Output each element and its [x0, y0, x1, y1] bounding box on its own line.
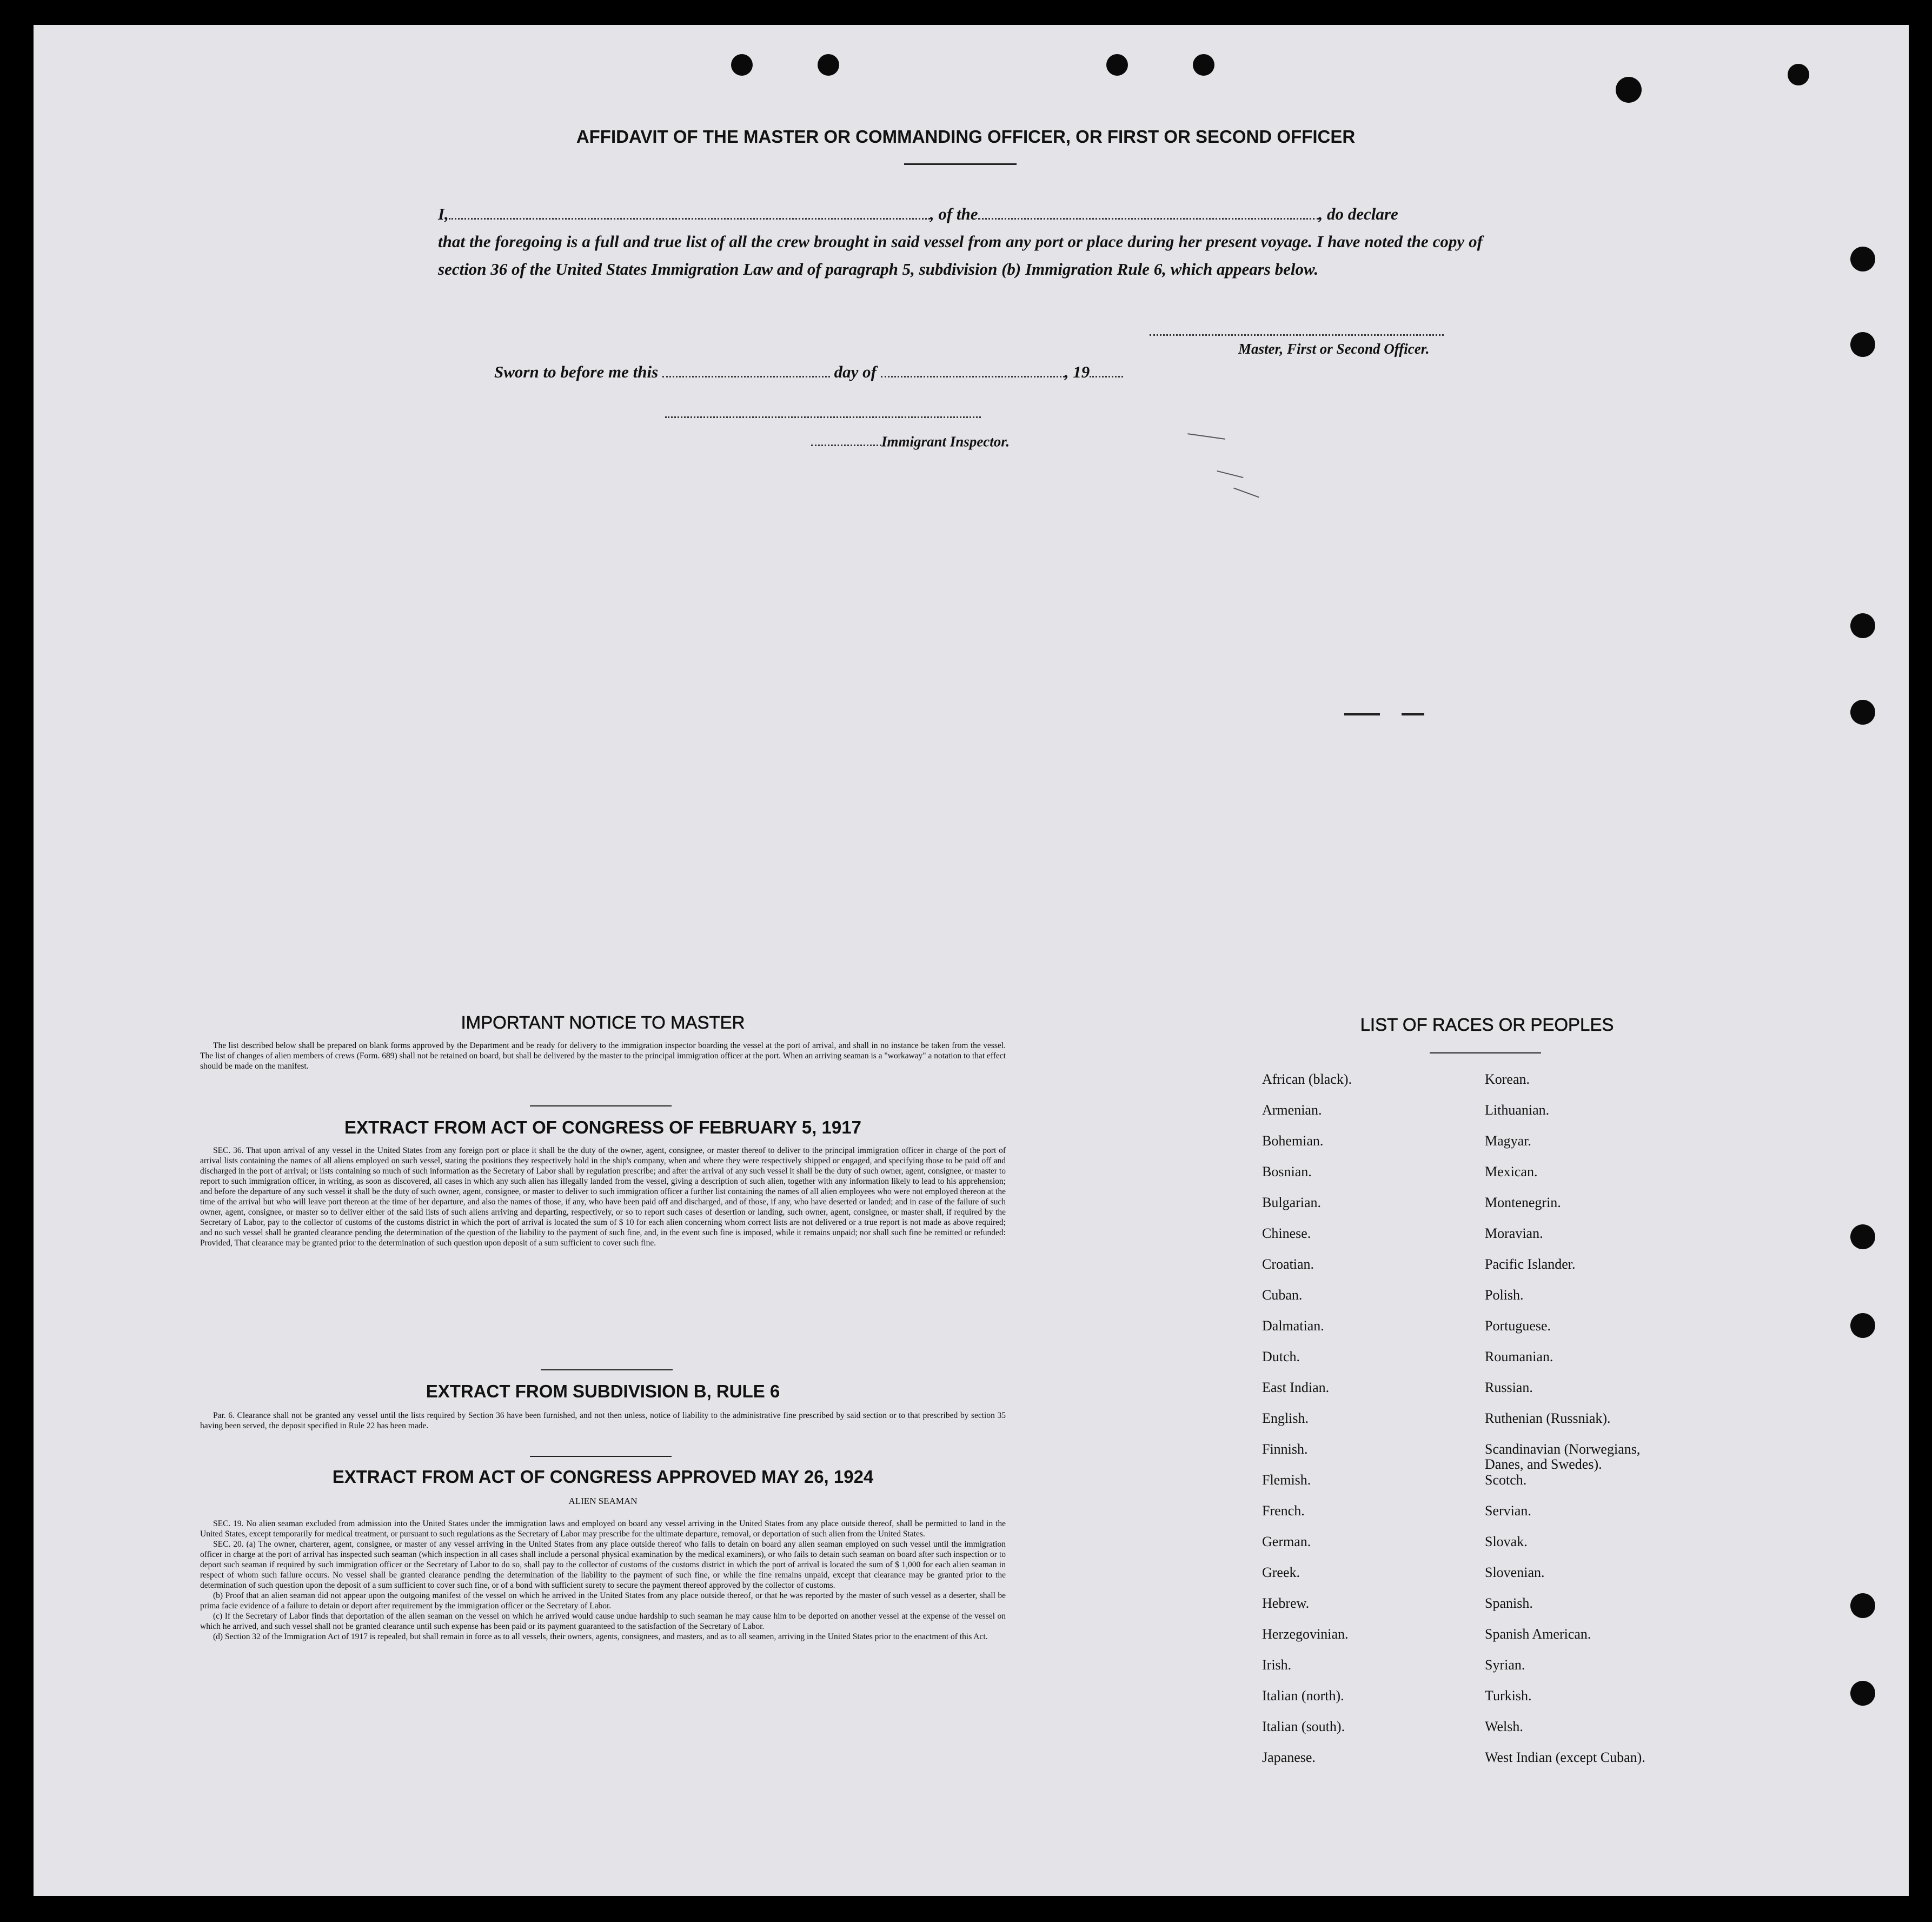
section-36-paragraph: SEC. 36. That upon arrival of any vessel in the United States from any foreign port or place it shall be the duty of the owner, agent, consignee, or master thereof to deliver to the principal immigration officer in charge of the port of arrival lists containing the names of all aliens employed on such vessel, stating the positions they respectively hold in the ship's company, when and where they were respectively shipped or engaged, and specifying those to be paid off and discharged in the port of arrival; or lists containing so much of such information as the Secretary of Labor shall by regulation prescribe; and after the arrival of any such vessel it shall be the duty of such owner, agent, consignee, or master to report to such immigration officer, in writing, as soon as discovered, all cases in which any such alien has illegally landed from the vessel, giving a description of such alien, together with any information likely to lead to his apprehension; and before the departure of any such vessel it shall be the duty of such owner, agent, consignee, or master to deliver to such immigration officer a further list containing the names of all alien employees who were not employed thereon at the time of the arrival but who will leave port thereon at the time of her departure, and also the names of those, if any, who have been paid off and discharged, and of those, if any, who have deserted or landed; and in case of the failure of such owner, agent, consignee, or master so to deliver either of the said lists of such aliens arriving and departing, respectively, or so to report such cases of desertion or landing, such owner, agent, consignee, or master shall, if required by the Secretary of Labor, pay to the collector of customs of the customs district in which the port of arrival is located the sum of $ 10 for each alien concerning whom correct lists are not delivered or a true report is not made as above required; and no such vessel shall be granted clearance pending the determination of the question of the liability to the payment of such fine, and, in the event such fine is imposed, while it remains unpaid; nor shall such fine be remitted or refunded: Provided, That clearance may be granted prior to the determination of such question upon deposit of a sum sufficient to cover such fine. [200, 1146, 1006, 1248]
section-divider [530, 1105, 672, 1106]
inspector-name-field[interactable] [811, 432, 881, 446]
race-list-item: Dalmatian. [1262, 1318, 1324, 1334]
race-list-item: Lithuanian. [1485, 1102, 1550, 1118]
alien-seaman-subtitle: ALIEN SEAMAN [568, 1496, 638, 1506]
race-list-item: German. [1262, 1534, 1311, 1549]
races-right-column [1485, 1072, 1712, 1781]
race-list-item: Armenian. [1262, 1102, 1322, 1118]
punch-hole [1850, 1681, 1875, 1706]
sworn-month-field[interactable] [881, 361, 1065, 377]
year-prefix-label: , 19 [1064, 362, 1090, 381]
vessel-name-field[interactable] [978, 203, 1319, 220]
race-list-item: Korean. [1485, 1071, 1530, 1087]
sworn-year-field[interactable] [1090, 361, 1123, 377]
punch-hole [1850, 613, 1875, 638]
extract-rule6-title: EXTRACT FROM SUBDIVISION B, RULE 6 [426, 1381, 780, 1401]
section-divider [530, 1456, 672, 1457]
race-list-item: Bohemian. [1262, 1133, 1324, 1149]
race-list-item: Ruthenian (Russniak). [1485, 1410, 1611, 1426]
race-list-item: Slovenian. [1485, 1565, 1545, 1580]
stray-mark [1344, 713, 1380, 715]
par-6-paragraph: Par. 6. Clearance shall not be granted any vessel until the lists required by Section 36 have been furnished, and not then unless, notice of liability to the administrative fine prescribed by said section or to that prescribed by section 35 having been served, the deposit specified in Rule 22 has been made. [200, 1411, 1006, 1430]
sec-20a-paragraph: SEC. 20. (a) The owner, charterer, agent, consignee, or master of any vessel arriving in the United States from any place outside thereof who fails to detain on board any alien seaman employed on such vessel until the immigration officer in charge at the port of arrival has inspected such seaman (which inspection in all cases shall include a personal physical examination by the medical examiners), or who fails to detain such seaman on board after such inspection or to deport such seaman if required by such immigration officer or the Secretary of Labor to do so, shall pay to the collector of customs of the customs district in which the port of arrival is located the sum of $ 1,000 for each alien seaman in respect of whom such failure occurs. No vessel shall be granted clearance pending the determination of the liability to the payment of such fine, or while the fine remains unpaid, except that clearance may be granted prior to the determination of such question upon the deposit of a sum sufficient to cover such fine, or of a bond with sufficient surety to secure the payment thereof approved by the collector of customs. [200, 1540, 1006, 1590]
race-list-item: Flemish. [1262, 1472, 1311, 1488]
race-list-item: Servian. [1485, 1503, 1531, 1519]
punch-hole [731, 54, 753, 76]
do-declare-label: , do declare [1318, 204, 1398, 223]
punch-hole [1788, 64, 1809, 85]
race-list-item: Cuban. [1262, 1287, 1303, 1303]
races-left-column [1262, 1072, 1468, 1781]
sec-20c-paragraph: (c) If the Secretary of Labor finds that deportation of the alien seaman on the vessel on which he arrived would cause undue hardship to such seaman he may cause him to be deported on another vessel at the expense of the vessel on which he arrived, and such vessel shall not be granted clearance until such expense has been paid or its payment guaranteed to the satisfaction of the Secretary of Labor. [200, 1612, 1006, 1631]
punch-hole [1850, 700, 1875, 725]
declarant-name-field[interactable] [449, 203, 930, 220]
race-list-item: Greek. [1262, 1565, 1300, 1580]
race-list-item: Mexican. [1485, 1164, 1538, 1179]
race-list-item: Finnish. [1262, 1441, 1308, 1457]
punch-hole [1850, 1593, 1875, 1618]
race-list-item: Syrian. [1485, 1657, 1525, 1673]
inspector-signature-field[interactable] [665, 409, 981, 418]
sworn-prefix: Sworn to before me this [494, 362, 659, 381]
sec-20b-paragraph: (b) Proof that an alien seaman did not appear upon the outgoing manifest of the vessel on which he arrived in the United States from any place outside thereof, or that he was reported by the master of such vessel as a deserter, shall be prima facie evidence of a failure to detain or deport after requirement by the immigration officer or the Secretary of Labor. [200, 1591, 1006, 1610]
punch-hole [1850, 332, 1875, 357]
race-list-item: Hebrew. [1262, 1595, 1310, 1611]
race-list-item: East Indian. [1262, 1380, 1330, 1395]
race-list-item: Japanese. [1262, 1749, 1316, 1765]
officer-signature-field[interactable] [1150, 327, 1444, 336]
notice-paragraph: The list described below shall be prepared on blank forms approved by the Department and be ready for delivery to the immigration inspector boarding the vessel at the port of arrival, and shall in no instance be taken from the vessel. The list of changes of alien members of crews (Form. 689) shall not be retained on board, but shall be delivered by the master to the principal immigration officer at the port. When an arriving seaman is a "workaway" a notation to that effect should be made on the manifest. [200, 1041, 1006, 1071]
punch-hole [1850, 1224, 1875, 1249]
sec-19-paragraph: SEC. 19. No alien seaman excluded from admission into the United States under the immigration laws and employed on board any vessel arriving in the United States from any place outside thereof, shall be permitted to land in the United States, except temporarily for medical treatment, or pursuant to such regulations as the Secretary of Labor may prescribe for the ultimate departure, removal, or deportation of such alien from the United States. [200, 1519, 1006, 1539]
race-list-item: Italian (south). [1262, 1719, 1345, 1734]
race-list-item: Bosnian. [1262, 1164, 1312, 1179]
extract-1924-text [200, 1519, 1006, 1642]
race-list-item: Spanish. [1485, 1595, 1533, 1611]
race-list-item: Russian. [1485, 1380, 1533, 1395]
punch-hole [1850, 1313, 1875, 1338]
race-list-item: Moravian. [1485, 1225, 1543, 1241]
race-list-item: Spanish American. [1485, 1626, 1591, 1642]
extract-1917-title: EXTRACT FROM ACT OF CONGRESS OF FEBRUARY 5, 1917 [344, 1117, 861, 1137]
race-list-item: Irish. [1262, 1657, 1292, 1673]
race-list-item: Magyar. [1485, 1133, 1531, 1149]
race-list-item: English. [1262, 1410, 1309, 1426]
races-title: LIST OF RACES OR PEOPLES [1360, 1015, 1614, 1035]
race-list-item: West Indian (except Cuban). [1485, 1749, 1645, 1765]
affidavit-body: that the foregoing is a full and true list of all the crew brought in said vessel from any port or place during her present voyage. I have noted the copy of section 36 of the United States Immigration Law and of paragraph 5, subdivision (b) Immigration Rule 6, which appears below. [438, 232, 1483, 279]
race-list-item: Dutch. [1262, 1349, 1300, 1364]
officer-signature-label: Master, First or Second Officer. [1238, 341, 1430, 357]
race-list-item: Scotch. [1485, 1472, 1527, 1488]
race-list-item: Turkish. [1485, 1688, 1532, 1704]
race-list-item: Scandinavian (Norwegians, Danes, and Swedes). [1485, 1441, 1641, 1472]
race-list-item: Croatian. [1262, 1256, 1314, 1272]
section-divider [541, 1369, 673, 1370]
inspector-label: Immigrant Inspector. [881, 433, 1010, 450]
race-list-item: French. [1262, 1503, 1305, 1519]
race-list-item: Herzegovinian. [1262, 1626, 1349, 1642]
punch-hole [1616, 77, 1642, 103]
race-list-item: Polish. [1485, 1287, 1524, 1303]
race-list-item: Montenegrin. [1485, 1195, 1561, 1210]
punch-hole [818, 54, 839, 76]
race-list-item: African (black). [1262, 1071, 1352, 1087]
stray-mark [1402, 713, 1424, 715]
race-list-item: Pacific Islander. [1485, 1256, 1576, 1272]
notice-text [200, 1040, 1006, 1071]
declarant-prefix: I, [438, 204, 449, 223]
sec-20d-paragraph: (d) Section 32 of the Immigration Act of 1917 is repealed, but shall remain in force as to all vessels, their owners, agents, consignees, and masters, and as to all seamen, arriving in the United States prior to the enactment of this Act. [213, 1632, 988, 1641]
extract-1917-text [200, 1145, 1006, 1248]
punch-hole [1193, 54, 1214, 76]
sworn-line [494, 358, 1251, 386]
race-list-item: Roumanian. [1485, 1349, 1553, 1364]
sworn-day-field[interactable] [662, 361, 830, 377]
races-divider [1430, 1052, 1541, 1053]
inspector-line [811, 432, 1010, 450]
punch-hole [1850, 247, 1875, 271]
extract-rule6-text [200, 1410, 1006, 1431]
punch-hole [1106, 54, 1128, 76]
race-list-item: Slovak. [1485, 1534, 1528, 1549]
title-divider [904, 163, 1017, 165]
race-list-item: Welsh. [1485, 1719, 1523, 1734]
race-list-item: Italian (north). [1262, 1688, 1344, 1704]
race-list-item: Portuguese. [1485, 1318, 1551, 1334]
affidavit-declaration [438, 200, 1483, 283]
race-list-item: Chinese. [1262, 1225, 1311, 1241]
of-the-label: , of the [930, 204, 978, 223]
day-of-label: day of [834, 362, 877, 381]
race-list-item: Bulgarian. [1262, 1195, 1322, 1210]
affidavit-title: AFFIDAVIT OF THE MASTER OR COMMANDING OFFICER, OR FIRST OR SECOND OFFICER [576, 127, 1356, 147]
extract-1924-title: EXTRACT FROM ACT OF CONGRESS APPROVED MAY 26, 1924 [332, 1467, 874, 1487]
notice-title: IMPORTANT NOTICE TO MASTER [461, 1012, 745, 1032]
